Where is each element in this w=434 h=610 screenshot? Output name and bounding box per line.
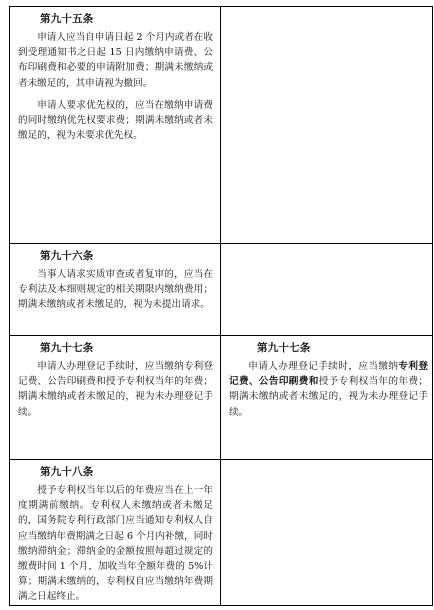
right-cell-article-96-empty (221, 244, 432, 335)
comparison-table (9, 6, 433, 606)
article-paragraph: 授予专利权当年以后的年费应当在上一年度期满前缴纳。专利权人未缴纳或者未缴足的，国务院专利行政部门应当通知专利权人自应当缴纳年费期满之日起 6 个月内补缴，同时缴纳滞纳金；滞纳金的金额按照每超过规定的缴费时间 1 个月，加收当年全额年费的 5%计算；期满未缴纳的，专利权自应当缴纳年费期满之日起终止。 (18, 485, 213, 603)
left-cell-article-96 (10, 244, 221, 335)
left-cell-article-95 (10, 7, 221, 243)
article-title: 第九十六条 (40, 250, 94, 262)
left-cell-article-98 (10, 460, 221, 605)
article-paragraph: 当事人请求实质审查或者复审的，应当在专利法及本细则规定的相关期限内缴纳费用；期满未缴纳或者未缴足的，视为未提出请求。 (18, 269, 213, 311)
right-cell-article-98-empty (221, 460, 432, 605)
article-paragraph-amended (229, 359, 428, 420)
right-cell-article-95-empty (221, 7, 432, 243)
table-row-article-96 (10, 244, 432, 336)
article-title: 第九十八条 (40, 466, 94, 478)
table-row-article-97 (10, 336, 432, 460)
highlighted-text: 专利登记费、公告印刷费和 (229, 361, 429, 388)
article-title: 第九十五条 (40, 13, 94, 25)
right-cell-article-97 (221, 336, 432, 459)
left-cell-article-97 (10, 336, 221, 459)
article-title: 第九十七条 (257, 342, 311, 354)
paragraph-text: 授予专利权当年的年费；期满未缴纳或者未缴足的，视为未办理登记手续。 (229, 376, 428, 418)
table-row-article-95 (10, 7, 432, 244)
article-paragraph: 申请人应当自申请日起 2 个月内或者在收到受理通知书之日起 15 日内缴纳申请费、公布印刷费和必要的申请附加费；期满未缴纳或者未缴足的，其申请视为撤回。 (18, 32, 213, 89)
table-row-article-98 (10, 460, 432, 605)
paragraph-text: 申请人办理登记手续时，应当缴纳 (248, 361, 399, 372)
article-paragraph: 申请人要求优先权的，应当在缴纳申请费的同时缴纳优先权要求费；期满未缴纳或者未缴足的，视为未要求优先权。 (18, 99, 213, 142)
article-paragraph: 申请人办理登记手续时，应当缴纳专利登记费、公告印刷费和授予专利权当年的年费；期满未缴纳或者未缴足的，视为未办理登记手续。 (18, 361, 213, 418)
article-title: 第九十七条 (40, 342, 94, 354)
